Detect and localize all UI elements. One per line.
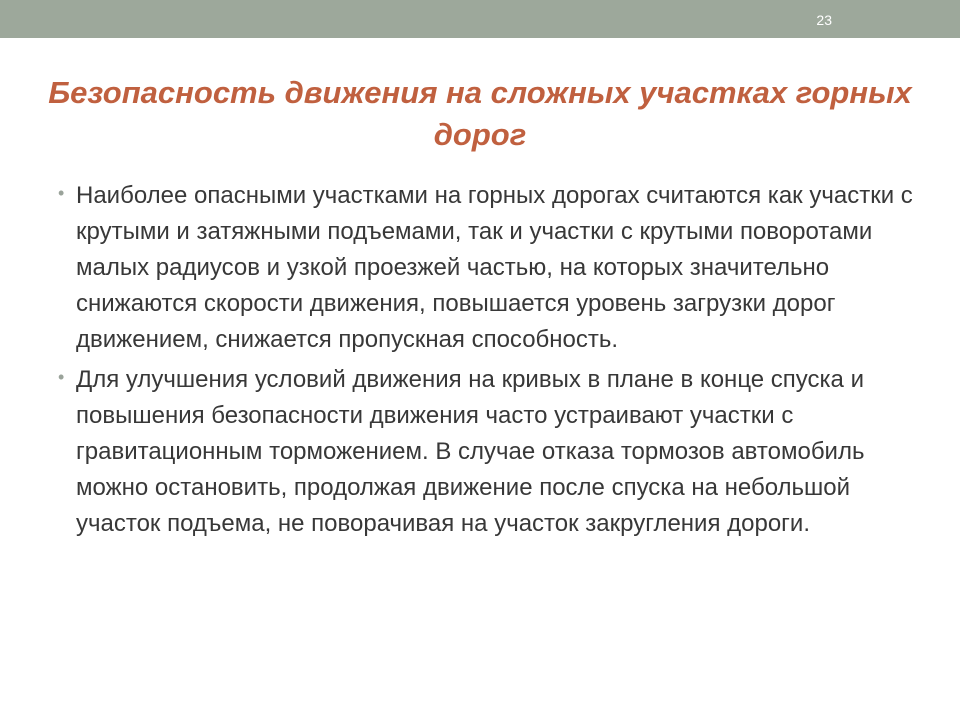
slide-number: 23 bbox=[816, 12, 832, 28]
bullet-item-1 bbox=[58, 178, 918, 358]
slide-content bbox=[58, 178, 918, 546]
slide-header-bar bbox=[0, 0, 960, 38]
slide-title: Безопасность движения на сложных участках горных дорог bbox=[48, 75, 912, 152]
bullet-marker: • bbox=[58, 183, 65, 203]
bullet-item-2 bbox=[58, 362, 918, 542]
bullet-marker: • bbox=[58, 367, 65, 387]
bullet-text: Наиболее опасными участками на горных дорогах считаются как участки с крутыми и затяжными подъемами, так и участки с крутыми поворотами малых радиусов и узкой проезжей частью, на которых значительно снижаются скорости движения, повышается уровень загрузки дорог движением, снижается пропускная способность. bbox=[76, 182, 913, 353]
bullet-text: Для улучшения условий движения на кривых в плане в конце спуска и повышения безопасности движения часто устраивают участки с гравитационным торможением. В случае отказа тормозов автомобиль можно остановить, продолжая движение после спуска на небольшой участок подъема, не поворачивая на участок закругления дороги. bbox=[76, 366, 865, 537]
